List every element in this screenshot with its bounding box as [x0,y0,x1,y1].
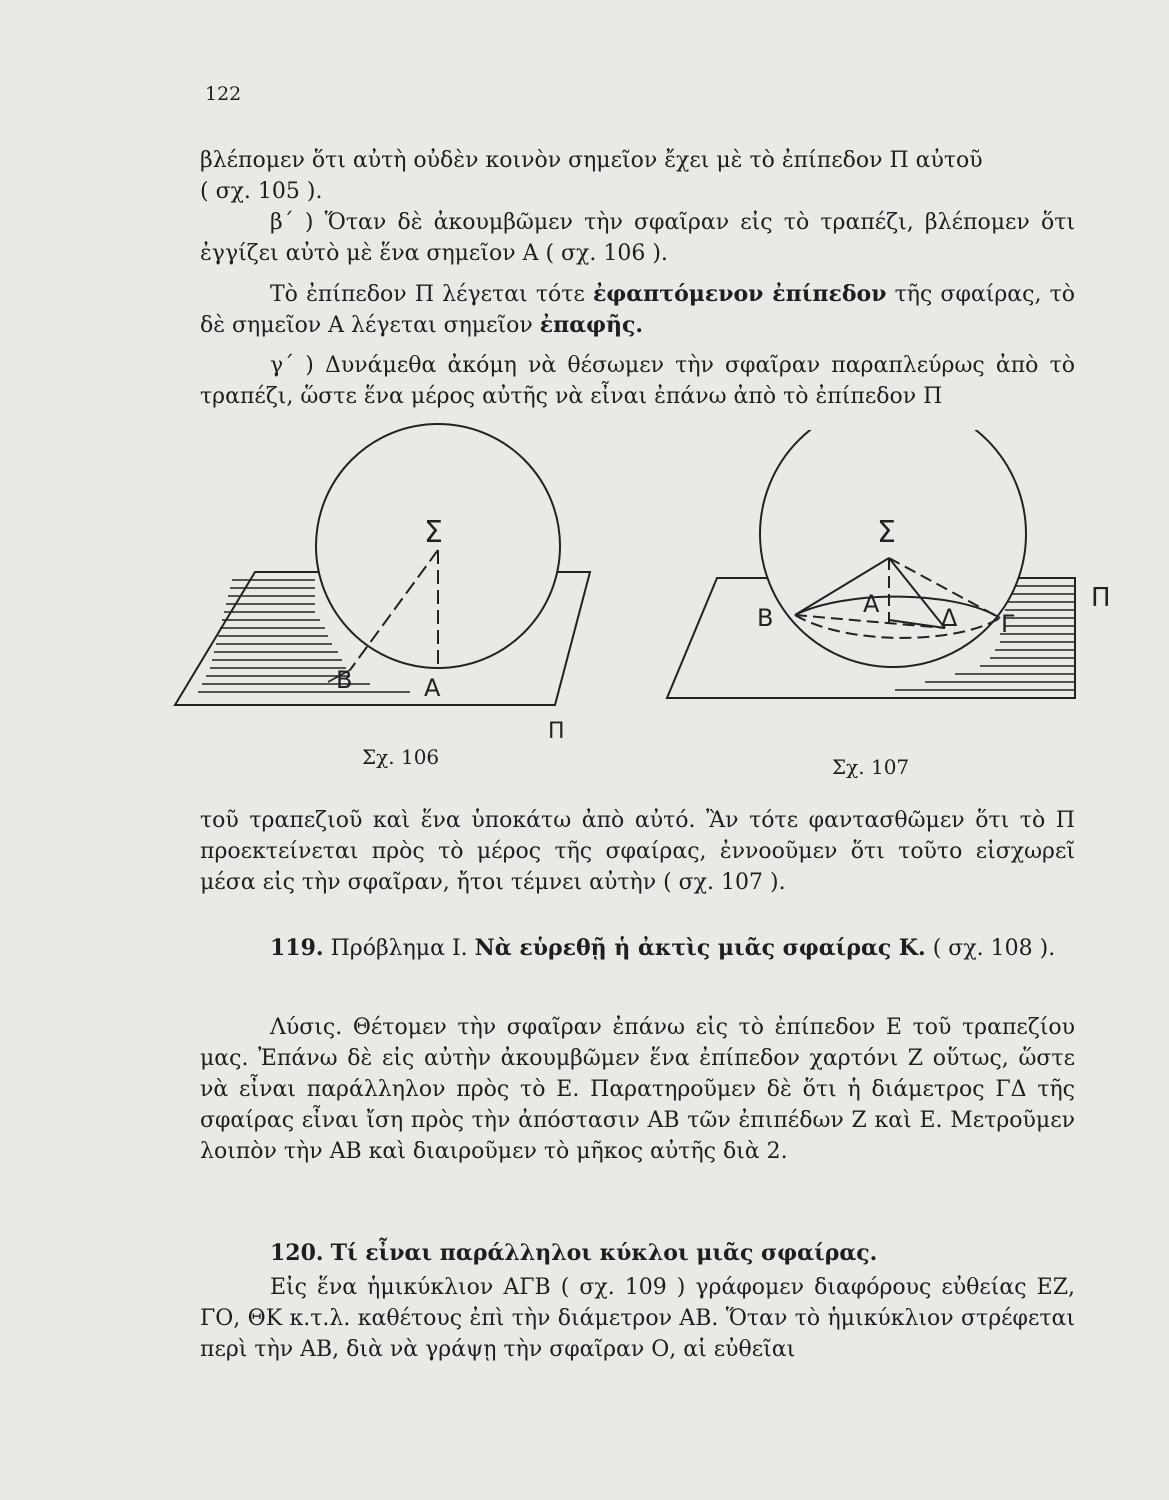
paragraph-1-ref: ( σχ. 105 ). [200,179,323,204]
label-b-107: Β [757,604,774,632]
term-tangent-plane: ἐφαπτόμενον ἐπίπεδον [592,281,887,307]
section-119-label: Πρόβλημα Ι. [330,936,468,961]
paragraph-3 [200,279,1075,341]
label-a-107: Α [863,590,880,618]
caption-107: Σχ. 107 [832,755,910,779]
section-119 [200,933,1075,964]
paragraph-1 [200,145,1075,207]
label-d-107: Δ [941,604,958,632]
label-a-106: Α [424,674,441,702]
paragraph-1-line: βλέπομεν ὅτι αὐτὴ οὐδὲν κοινὸν σημεῖον ἔχει μὲ τὸ ἐπίπεδον Π αὐτοῦ [200,148,983,173]
paragraph-3-text-a: Τὸ ἐπίπεδον Π λέγεται τότε [270,282,593,307]
label-g-107: Γ [1001,610,1015,638]
label-pi-106: Π [548,719,565,740]
paragraph-2: β΄ ) Ὅταν δὲ ἀκουμβῶμεν τὴν σφαῖραν εἰς τὸ τραπέζι, βλέπομεν ὅτι ἐγγίζει αὐτὸ μὲ ἕνα σημεῖον Α ( σχ. 106 ). [200,210,1075,266]
label-sigma-106: Σ [424,515,443,550]
paragraph-5: τοῦ τραπεζιοῦ καὶ ἕνα ὑποκάτω ἀπὸ αὐτό. Ἂν τότε φαντασθῶμεν ὅτι τὸ Π προεκτείνεται πρὸς τὸ μέρος τῆς σφαίρας, ἐννοοῦμεν ὅτι τοῦτο εἰσχωρεῖ μέσα εἰς τὴν σφαῖραν, ἤτοι τέμνει αὐτὴν ( σχ. 107 ). [200,808,1075,895]
figure-106 [170,420,600,740]
paragraph-4: γ΄ ) Δυνάμεθα ἀκόμη νὰ θέσωμεν τὴν σφαῖραν παραπλεύρως ἀπὸ τὸ τραπέζι, ὥστε ἕνα μέρος αὐτῆς νὰ εἶναι ἐπάνω ἀπὸ τὸ ἐπίπεδον Π [200,353,1075,409]
figure-106-drawing [170,420,600,740]
section-120-title: Τί εἶναι παράλληλοι κύκλοι μιᾶς σφαίρας. [330,1240,878,1266]
term-contact: ἐπαφῆς. [539,312,644,338]
section-119-ref: ( σχ. 108 ). [932,936,1056,961]
section-119-title: Νὰ εὑρεθῇ ἡ ἀκτὶς μιᾶς σφαίρας Κ. [474,935,926,961]
section-120-number: 120. [270,1240,324,1266]
section-119-body: Λύσις. Θέτομεν τὴν σφαῖραν ἐπάνω εἰς τὸ ἐπίπεδον Ε τοῦ τραπεζίου μας. Ἐπάνω δὲ εἰς αὐτὴν ἀκουμβῶμεν ἕνα ἐπίπεδον χαρτόνι Ζ οὕτως, ὥστε νὰ εἶναι παράλληλον πρὸς τὸ Ε. Παρατηροῦμεν δὲ ὅτι ἡ διάμετρος ΓΔ τῆς σφαίρας εἶναι ἴση πρὸς τὴν ἀπόστασιν ΑΒ τῶν ἐπιπέδων Ζ καὶ Ε. Μετροῦμεν λοιπὸν τὴν ΑΒ καὶ διαιροῦμεν τὸ μῆκος αὐτῆς διὰ 2. [200,1015,1075,1164]
figure-107-drawing [655,430,1125,730]
paragraph-3-text-c: τῆς σφαίρας, τὸ δὲ σημεῖον Α λέγεται σημεῖον [200,282,1075,338]
page-number: 122 [205,83,242,105]
caption-106: Σχ. 106 [362,745,440,769]
figure-107 [655,430,1125,730]
section-120-body: Εἰς ἕνα ἡμικύκλιον ΑΓΒ ( σχ. 109 ) γράφομεν διαφόρους εὐθείας ΕΖ, ΓΟ, ΘΚ κ.τ.λ. καθέτους ἐπὶ τὴν διάμετρον ΑΒ. Ὅταν τὸ ἡμικύκλιον στρέφεται περὶ τὴν ΑΒ, διὰ νὰ γράψῃ τὴν σφαῖραν Ο, αἱ εὐθεῖαι [200,1275,1075,1362]
section-119-number: 119. [270,935,324,961]
section-120 [200,1238,1075,1269]
label-b-106: Β [336,666,353,694]
label-sigma-107: Σ [877,515,896,550]
label-pi-107: Π [1091,583,1111,613]
